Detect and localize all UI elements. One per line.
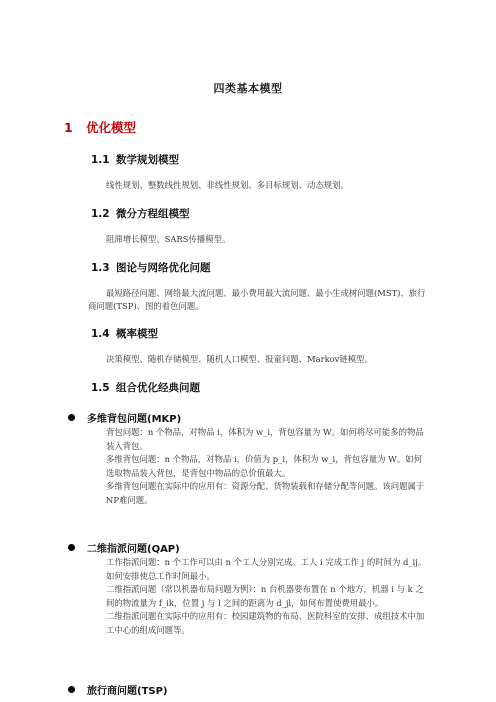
- paragraph: 线性规划、整数线性规划、非线性规划、多目标规划、动态规划。: [106, 180, 349, 190]
- subsection-heading: [91, 206, 190, 221]
- subsection-label: 组合优化经典问题: [116, 382, 200, 394]
- paragraph: 多维背包问题在实际中的应用有：资源分配、货物装载和存储分配等问题。该问题属于NP难问题。: [106, 481, 425, 505]
- bullet-dot-icon: [68, 414, 75, 421]
- bullet-heading: [68, 682, 168, 697]
- paragraph: 工作指派问题：n 个工作可以由 n 个工人分别完成。工人 i 完成工作 j 的时间为 d_ij。如何安排使总工作时间最小。: [106, 557, 427, 581]
- paragraph: 多维背包问题：n 个物品，对物品 i，价值为 p_i，体积为 w_i，背包容量为 W。如何选取物品装入背包，是背包中物品的总价值最大。: [106, 454, 422, 478]
- paragraph: 二维指派问题在实际中的应用有：校园建筑物的布局、医院科室的安排、成组技术中加工中心的组成问题等。: [106, 611, 425, 635]
- bullet-label: 旅行商问题(TSP): [87, 686, 168, 697]
- bullet-dot-icon: [68, 544, 75, 551]
- paragraph: 决策模型、随机存储模型、随机人口模型、报童问题、Markov链模型。: [106, 354, 373, 364]
- subsection-number: 1.5: [91, 382, 110, 394]
- subsection-label: 微分方程组模型: [116, 208, 190, 220]
- subsection-number: 1.4: [91, 328, 110, 340]
- subsection-heading: [91, 380, 200, 395]
- bullet-label: 多维背包问题(MKP): [87, 414, 182, 425]
- subsection-label: 图论与网络优化问题: [116, 262, 211, 274]
- subsection-heading: [91, 152, 179, 167]
- paragraph: 二维指派问题（常以机器布局问题为例）：n 台机器要布置在 n 个地方，机器 i 与 k 之间的物流量为 f_ik，位置 j 与 l 之间的距离为 d_jl，如何布置使费用最小。: [106, 584, 424, 608]
- bullet-heading: [68, 410, 181, 425]
- paragraph: 最短路径问题、网络最大流问题、最小费用最大流问题、最小生成树问题(MST)、旅行商问题(TSP)、图的着色问题。: [88, 288, 426, 311]
- page-title: 四类基本模型: [213, 82, 283, 95]
- subsection-number: 1.2: [91, 208, 110, 220]
- bullet-paragraph: [88, 556, 428, 637]
- paragraph: 背包问题：n 个物品，对物品 i，体积为 w_i，背包容量为 W。如何将尽可能多的物品装入背包。: [106, 427, 424, 451]
- section-number: 1: [64, 120, 73, 135]
- subsection-label: 概率模型: [116, 328, 158, 340]
- section-heading: [64, 118, 136, 136]
- bullet-label: 二维指派问题(QAP): [87, 544, 180, 555]
- subsection-heading: [91, 326, 158, 341]
- subsection-label: 数学规划模型: [116, 154, 179, 166]
- paragraph: 阻滞增长模型、SARS传播模型。: [106, 234, 231, 244]
- bullet-heading: [68, 540, 180, 555]
- bullet-paragraph: [88, 426, 428, 507]
- subsection-number: 1.1: [91, 154, 110, 166]
- subsection-heading: [91, 260, 211, 275]
- section-label: 优化模型: [86, 120, 137, 135]
- subsection-number: 1.3: [91, 262, 110, 274]
- bullet-dot-icon: [68, 686, 75, 693]
